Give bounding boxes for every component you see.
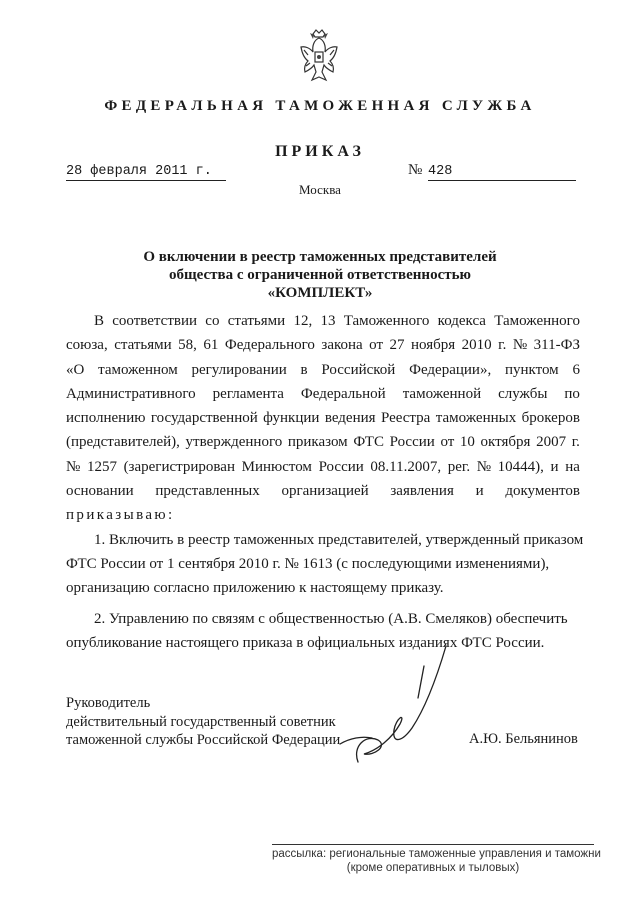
word: ФТС xyxy=(353,434,384,451)
word: ведения xyxy=(324,410,376,427)
item-1-line: 1. Включить в реестр таможенных представителей, утвержденный приказом xyxy=(94,531,584,548)
position-line: действительный государственный советник xyxy=(66,713,336,730)
word: по xyxy=(564,385,580,402)
word: г. xyxy=(571,434,580,451)
word: № xyxy=(512,337,528,354)
word: таможенной xyxy=(402,385,482,402)
word: Российской xyxy=(321,361,396,378)
preamble-line xyxy=(66,382,580,406)
word: статьями xyxy=(227,313,286,329)
word: России xyxy=(389,434,435,451)
word: № xyxy=(476,458,492,475)
word: государственной xyxy=(150,410,258,427)
word: г. xyxy=(498,337,507,354)
word: таможенном xyxy=(98,361,178,378)
footer-divider xyxy=(272,844,594,845)
word: Таможенного xyxy=(494,313,580,329)
signatory-name: А.Ю. Бельянинов xyxy=(469,731,578,747)
word: функции xyxy=(263,410,320,427)
word: со xyxy=(205,313,220,329)
word: 311-ФЗ xyxy=(533,337,580,354)
word: документов xyxy=(505,483,580,500)
subject-line: О включении в реестр таможенных представителей xyxy=(143,249,497,265)
word: Минюстом xyxy=(241,458,312,475)
word: 08.11.2007, xyxy=(370,458,442,475)
subject-line: «КОМПЛЕКТ» xyxy=(267,285,373,301)
preamble-line xyxy=(66,333,580,357)
order-subject xyxy=(0,248,640,302)
position-line: Руководитель xyxy=(66,695,151,711)
word: Федерального xyxy=(224,337,315,354)
word: «О xyxy=(66,361,85,378)
word: брокеров xyxy=(521,410,580,427)
word: 12, xyxy=(293,313,313,329)
subject-line: общества с ограниченной ответственностью xyxy=(169,267,471,283)
order-date: 28 февраля 2011 г. xyxy=(66,164,226,181)
city: Москва xyxy=(299,182,341,197)
order-word: приказываю: xyxy=(66,507,175,524)
word: Таможенного xyxy=(343,313,430,329)
agency-title: ФЕДЕРАЛЬНАЯ ТАМОЖЕННАЯ СЛУЖБА xyxy=(104,98,536,114)
word: заявления xyxy=(390,483,454,500)
word: 10 xyxy=(459,434,475,451)
word: исполнению xyxy=(66,410,146,427)
word: 27 xyxy=(389,337,405,354)
preamble-line xyxy=(66,309,580,333)
word: Реестра xyxy=(380,410,431,427)
word: Федеральной xyxy=(300,385,386,402)
word: службы xyxy=(498,385,548,402)
item-2-line: 2. Управлению по связям с общественностью (А.В. Смеляков) обеспечить xyxy=(94,610,568,627)
word: приказом xyxy=(287,434,348,451)
word: 6 xyxy=(572,361,580,378)
word: октября xyxy=(480,434,531,451)
word: на xyxy=(565,458,580,475)
item-1-line: организацию согласно приложению к настоящему приказу. xyxy=(66,580,444,597)
number-sign: № xyxy=(408,162,423,178)
word: от xyxy=(369,337,384,354)
word: 10444), xyxy=(497,458,544,475)
word: 58, xyxy=(178,337,197,354)
distribution-line: (кроме оперативных и тыловых) xyxy=(346,862,520,874)
word: основании xyxy=(66,483,134,500)
word: регламента xyxy=(212,385,284,402)
order-body xyxy=(66,309,584,655)
preamble-line xyxy=(66,430,580,454)
word: 13 xyxy=(320,313,336,329)
word: Федерации», xyxy=(409,361,492,378)
distribution-note xyxy=(272,847,601,875)
word: закона xyxy=(321,337,363,354)
word: 1257 xyxy=(86,458,117,475)
word: 61 xyxy=(203,337,219,354)
word: (представителей), xyxy=(66,434,180,451)
item-1-line: ФТС России от 1 сентября 2010 г. № 1613 (с последующими изменениями), xyxy=(66,555,550,572)
word: таможенных xyxy=(435,410,517,427)
word: и xyxy=(550,458,559,475)
word: В xyxy=(94,313,105,329)
word: № xyxy=(66,458,81,475)
word: от xyxy=(440,434,455,451)
word: кодекса xyxy=(437,313,486,329)
preamble-line xyxy=(66,358,580,382)
preamble-line xyxy=(66,455,580,479)
word: и xyxy=(475,483,484,500)
word: (зарегистрирован xyxy=(123,458,235,475)
preamble-line xyxy=(66,479,580,503)
distribution-line: рассылка: региональные таможенные управления и таможни xyxy=(272,848,601,860)
word: статьями xyxy=(114,337,172,354)
word: России xyxy=(318,458,364,475)
word: утвержденного xyxy=(185,434,283,451)
word: ноября xyxy=(411,337,456,354)
word: пунктом xyxy=(504,361,559,378)
position-line: таможенной службы Российской Федерации xyxy=(66,732,341,748)
word: соответствии xyxy=(112,313,198,329)
word: союза, xyxy=(66,337,108,354)
document-type: ПРИКАЗ xyxy=(275,143,365,160)
preamble-line xyxy=(66,406,580,430)
word: представленных xyxy=(155,483,260,500)
word: 2007 xyxy=(536,434,567,451)
word: в xyxy=(300,361,308,378)
order-number: 428 xyxy=(428,164,576,181)
word: Административного xyxy=(66,385,196,402)
handwritten-signature xyxy=(300,640,450,770)
word: организацией xyxy=(281,483,369,500)
item-2-line: опубликование настоящего приказа в официальных изданиях ФТС России. xyxy=(66,634,545,651)
coat-of-arms-icon xyxy=(296,28,342,88)
word: регулировании xyxy=(191,361,287,378)
word: рег. xyxy=(447,458,471,475)
word: 2010 xyxy=(461,337,492,354)
